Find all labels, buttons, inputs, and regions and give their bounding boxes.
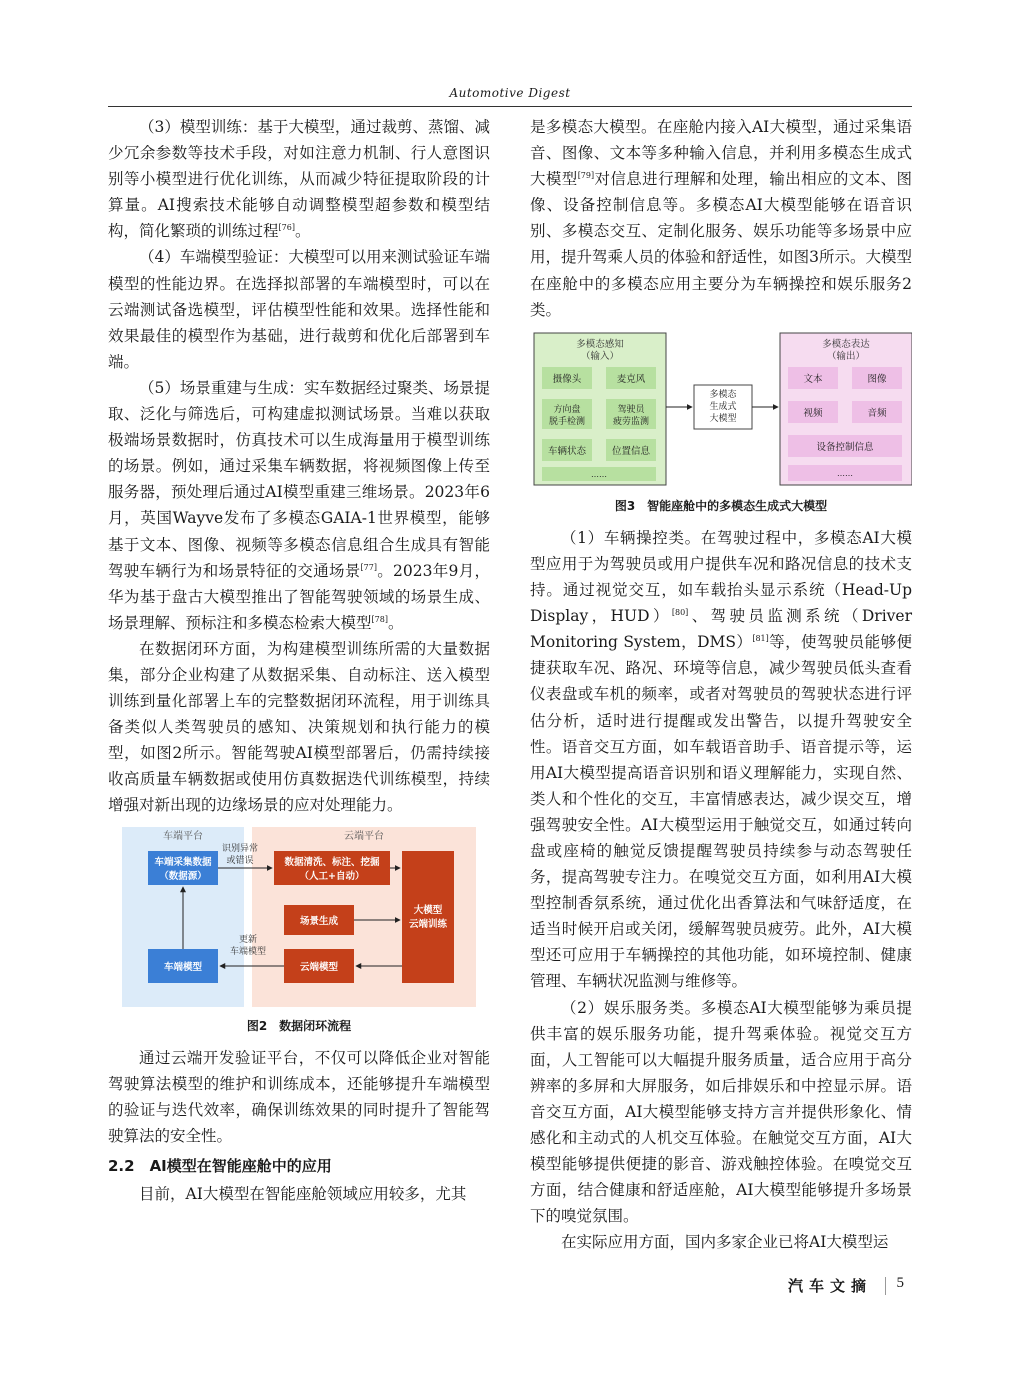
svg-text:……: ……	[837, 468, 853, 478]
paragraph: （2）娱乐服务类。多模态AI大模型能够为乘员提供丰富的娱乐服务功能，提升驾乘体验。视觉交互方面，人工智能可以大幅提升服务质量，适合应用于高分辨率的多屏和大屏服务，如后排娱乐和中控显示屏。语音交互方面，AI大模型能够支持方言并提供形象化、情感化和主动式的人机交互体验。在触觉交互方面，AI大模型能够提供便捷的影音、游戏触控体验。在嗅觉交互方面，结合健康和舒适座舱，AI大模型能够提升多场景下的嗅觉氛围。	[530, 998, 912, 1226]
figure-3-caption: 图3 智能座舱中的多模态生成式大模型	[614, 498, 828, 513]
svg-text:（输入）: （输入）	[580, 350, 620, 362]
vehicle-platform-title: 车端平台	[163, 830, 203, 842]
cloud-platform-title: 云端平台	[344, 830, 384, 842]
big-model-train-box	[402, 851, 454, 983]
running-header: Automotive Digest	[449, 86, 571, 100]
svg-text:摄像头: 摄像头	[552, 373, 582, 385]
svg-text:云端训练: 云端训练	[408, 918, 448, 930]
svg-text:音频: 音频	[867, 407, 887, 419]
svg-text:设备控制信息: 设备控制信息	[816, 441, 874, 453]
svg-text:位置信息: 位置信息	[611, 445, 651, 457]
paragraph: 通过云端开发验证平台，不仅可以降低企业对智能驾驶算法模型的维护和训练成本，还能够提升车端模型的验证与迭代效率，确保训练效果的同时提升了智能驾驶算法的安全性。	[108, 1048, 490, 1145]
right-column	[530, 114, 912, 1255]
svg-text:生成式: 生成式	[709, 401, 737, 412]
paragraph: 在实际应用方面，国内多家企业已将AI大模型运	[561, 1233, 889, 1252]
left-column	[108, 114, 490, 1207]
figure-2-caption: 图2 数据闭环流程	[246, 1018, 352, 1033]
figure-2	[108, 825, 490, 1039]
svg-text:识别异常: 识别异常	[221, 843, 259, 854]
svg-text:多模态表达: 多模态表达	[822, 338, 870, 350]
svg-text:或错误: 或错误	[226, 855, 254, 866]
paragraph: （3）模型训练：基于大模型，通过裁剪、蒸馏、减少冗余参数等技术手段，对如注意力机制、行人意图识别等小模型进行优化训练，从而减少特征提取阶段的计算量。AI搜索技术能够自动调整模型超参数和模型结构，简化繁琐的训练过程[76]。	[108, 118, 490, 241]
svg-text:多模态: 多模态	[709, 389, 737, 400]
svg-text:数据清洗、标注、挖掘: 数据清洗、标注、挖掘	[284, 856, 380, 868]
svg-text:视频: 视频	[803, 407, 823, 419]
paragraph: 在数据闭环方面，为构建模型训练所需的大量数据集，部分企业构建了从数据采集、自动标注、送入模型训练到量化部署上车的完整数据闭环流程，用于训练具备类似人类驾驶员的感知、决策规划和执行能力的模型，如图2所示。智能驾驶AI模型部署后，仍需持续接收高质量车辆数据或使用仿真数据迭代训练模型，持续增强对新出现的边缘场景的应对处理能力。	[108, 639, 490, 815]
page-footer	[700, 1275, 912, 1299]
svg-text:方向盘: 方向盘	[553, 404, 581, 415]
svg-text:文本: 文本	[803, 373, 823, 385]
paragraph: （4）车端模型验证：大模型可以用来测试验证车端模型的性能边界。在选择拟部署的车端模型时，可以在云端测试备选模型，评估模型性能和效果。选择性能和效果最佳的模型作为基础，进行裁剪和优化后部署到车端。	[108, 248, 490, 371]
journal-name: 汽车文摘	[787, 1277, 872, 1295]
svg-text:车端采集数据: 车端采集数据	[154, 856, 212, 868]
svg-text:多模态感知: 多模态感知	[576, 338, 624, 350]
svg-text:（输出）: （输出）	[826, 350, 866, 362]
paragraph: （1）车辆操控类。在驾驶过程中，多模态AI大模型应用于为驾驶员或用户提供车况和路况信息的技术支持。通过视觉交互，如车载抬头显示系统（Head-Up Display，HUD）[80]、驾驶员监测系统（Driver Monitoring System，DMS）[81]等，使驾驶员能够便捷获取车况、路况、环境等信息，减少驾驶员低头查看仪表盘或车机的频率，或者对驾驶员的驾驶状态进行评估分析，适时进行提醒或发出警告，以提升驾驶安全性。语音交互方面，如车载语音助手、语音提示等，运用AI大模型提高语音识别和语义理解能力，实现自然、类人和个性化的交互，丰富情感表达，减少误交互，增强驾驶安全性。AI大模型运用于触觉交互，如通过转向盘或座椅的触觉反馈提醒驾驶员持续参与动态驾驶任务，提高驾驶专注力。在嗅觉交互方面，如利用AI大模型控制香氛系统，通过优化出香算法和气味舒适度，在适当时候开启或关闭，缓解驾驶员疲劳。此外，AI大模型还可应用于车辆操控的其他功能，如环境控制、健康管理、车辆状况监测与维修等。	[530, 528, 912, 991]
svg-text:车端模型: 车端模型	[163, 961, 203, 973]
svg-text:场景生成: 场景生成	[299, 915, 339, 927]
figure-3	[530, 329, 912, 519]
svg-text:……: ……	[591, 469, 607, 479]
paragraph: （5）场景重建与生成：实车数据经过聚类、场景提取、泛化与筛选后，可构建虚拟测试场景。当难以获取极端场景数据时，仿真技术可以生成海量用于模型训练的场景。例如，通过采集车辆数据，将视频图像上传至服务器，预处理后通过AI模型重建三维场景。2023年6月，英国Wayve发布了多模态GAIA-1世界模型，能够基于文本、图像、视频等多模态信息组合生成具有智能驾驶车辆行为和场景特征的交通场景[77]。2023年9月，华为基于盘古大模型推出了智能驾驶领域的场景生成、场景理解、预标注和多模态检索大模型[78]。	[108, 378, 490, 632]
svg-text:（数据源）: （数据源）	[159, 870, 207, 882]
svg-text:疲劳监测: 疲劳监测	[612, 416, 650, 427]
paragraph: 目前，AI大模型在智能座舱领域应用较多，尤其	[139, 1185, 467, 1204]
svg-text:图像: 图像	[867, 373, 887, 385]
svg-text:（人工+自动）: （人工+自动）	[299, 870, 365, 882]
svg-text:脱手检测: 脱手检测	[548, 416, 586, 427]
section-heading: 2.2 AI模型在智能座舱中的应用	[108, 1157, 332, 1175]
svg-text:麦克风: 麦克风	[616, 373, 646, 385]
svg-text:驾驶员: 驾驶员	[617, 404, 645, 415]
svg-text:车辆状态: 车辆状态	[547, 445, 587, 457]
header-rule	[108, 106, 912, 107]
svg-text:更新: 更新	[238, 934, 258, 945]
svg-text:大模型: 大模型	[413, 904, 443, 916]
footer-divider	[885, 1277, 886, 1295]
svg-text:云端模型: 云端模型	[299, 961, 339, 973]
svg-text:大模型: 大模型	[709, 413, 737, 424]
page-number: 5	[896, 1275, 904, 1291]
svg-text:车端模型: 车端模型	[229, 946, 267, 957]
multimodal-model-diagram	[530, 329, 912, 489]
paragraph: 是多模态大模型。在座舱内接入AI大模型，通过采集语音、图像、文本等多种输入信息，并利用多模态生成式大模型[79]对信息进行理解和处理，输出相应的文本、图像、设备控制信息等。多模态AI大模型能够在语音识别、多模态交互、定制化服务、娱乐功能等多场景中应用，提升驾乘人员的体验和舒适性，如图3所示。大模型在座舱中的多模态应用主要分为车辆操控和娱乐服务2类。	[530, 118, 912, 319]
data-loop-diagram	[108, 825, 490, 1009]
